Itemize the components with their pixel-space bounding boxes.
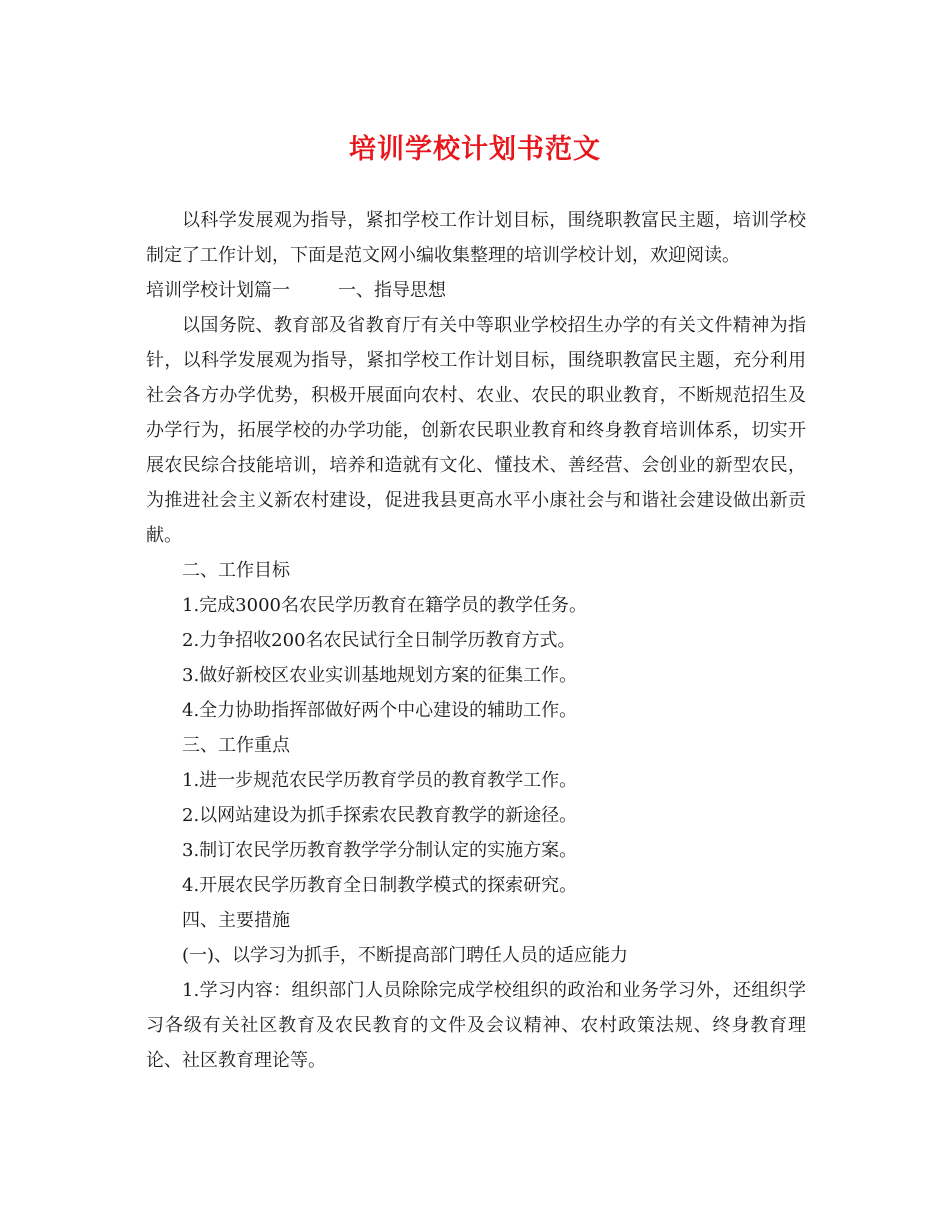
section-line <box>146 273 806 308</box>
goal-item: 1.完成3000名农民学历教育在籍学员的教学任务。 <box>182 595 587 616</box>
focus-item: 4.开展农民学历教育全日制教学模式的探索研究。 <box>182 875 578 896</box>
focus-heading: 三、工作重点 <box>182 735 290 756</box>
focus-item: 1.进一步规范农民学历教育学员的教育教学工作。 <box>182 770 578 791</box>
guiding-paragraph: 以国务院、教育部及省教育厅有关中等职业学校招生办学的有关文件精神为指针，以科学发展观为指导，紧扣学校工作计划目标，围绕职教富民主题，充分利用社会各方办学优势，积极开展面向农村、农业、农民的职业教育，不断规范招生及办学行为，拓展学校的办学功能，创新农民职业教育和终身教育培训体系，切实开展农民综合技能培训，培养和造就有文化、懂技术、善经营、会创业的新型农民，为推进社会主义新农村建设，促进我县更高水平小康社会与和谐社会建设做出新贡献。 <box>146 315 806 546</box>
study-paragraph: 1.学习内容：组织部门人员除除完成学校组织的政治和业务学习外，还组织学习各级有关社区教育及农民教育的文件及会议精神、农村政策法规、终身教育理论、社区教育理论等。 <box>146 980 806 1071</box>
goal-item: 4.全力协助指挥部做好两个中心建设的辅助工作。 <box>182 700 578 721</box>
measures-heading: 四、主要措施 <box>182 910 290 931</box>
intro-paragraph: 以科学发展观为指导，紧扣学校工作计划目标，围绕职教富民主题，培训学校制定了工作计划，下面是范文网小编收集整理的培训学校计划，欢迎阅读。 <box>146 210 806 266</box>
section-part-label: 培训学校计划篇一 <box>146 280 290 301</box>
goal-item: 2.力争招收200名农民试行全日制学历教育方式。 <box>182 630 576 651</box>
document-title: 培训学校计划书范文 <box>349 134 601 165</box>
guiding-heading: 一、指导思想 <box>338 280 446 301</box>
goals-heading: 二、工作目标 <box>182 560 290 581</box>
measures-subheading: (一)、以学习为抓手，不断提高部门聘任人员的适应能力 <box>182 945 629 966</box>
focus-item: 3.制订农民学历教育教学学分制认定的实施方案。 <box>182 840 578 861</box>
goal-item: 3.做好新校区农业实训基地规划方案的征集工作。 <box>182 665 578 686</box>
focus-item: 2.以网站建设为抓手探索农民教育教学的新途径。 <box>182 805 578 826</box>
document-body <box>146 203 806 1078</box>
